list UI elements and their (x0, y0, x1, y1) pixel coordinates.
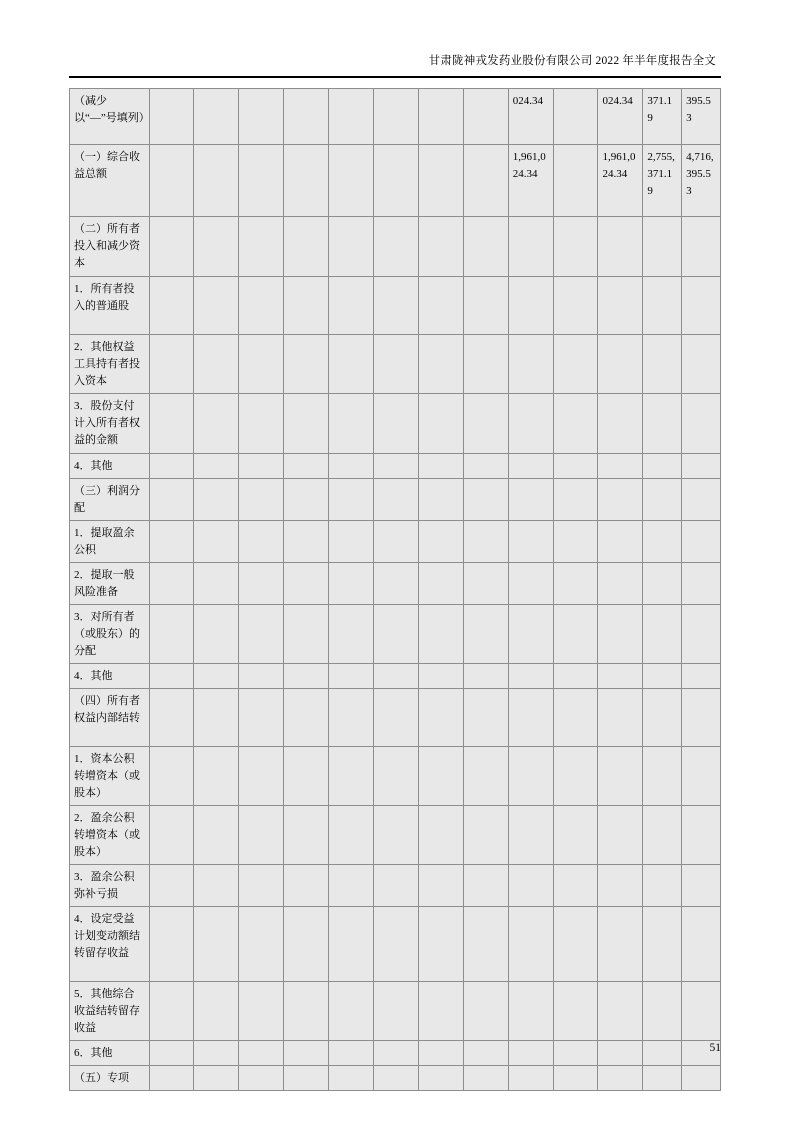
table-cell (284, 217, 329, 277)
table-cell (284, 277, 329, 335)
table-cell (194, 145, 239, 217)
table-cell (239, 982, 284, 1041)
table-cell (508, 335, 553, 394)
row-label: 1．提取盈余公积 (70, 521, 150, 563)
row-label: 4．其他 (70, 454, 150, 479)
table-cell (553, 689, 598, 747)
table-cell (149, 605, 194, 664)
table-cell (643, 907, 682, 982)
table-cell (682, 806, 721, 865)
table-cell (149, 806, 194, 865)
table-cell (682, 664, 721, 689)
table-cell (508, 394, 553, 454)
table-cell (682, 605, 721, 664)
table-cell (463, 747, 508, 806)
table-cell (643, 1066, 682, 1091)
table-cell (553, 605, 598, 664)
table-cell (418, 689, 463, 747)
table-cell (284, 1066, 329, 1091)
table-cell (508, 982, 553, 1041)
table-row (70, 277, 721, 335)
table-cell (194, 479, 239, 521)
table-cell (149, 689, 194, 747)
table-cell (284, 605, 329, 664)
row-label: 4．其他 (70, 664, 150, 689)
table-row (70, 563, 721, 605)
table-cell (149, 89, 194, 145)
table-cell (374, 982, 419, 1041)
table-cell (643, 454, 682, 479)
table-cell (682, 865, 721, 907)
row-label: 6．其他 (70, 1041, 150, 1066)
table-cell (149, 865, 194, 907)
table-cell (508, 563, 553, 605)
table-cell (239, 277, 284, 335)
financial-table (69, 88, 721, 1091)
table-cell (374, 806, 419, 865)
table-cell (374, 747, 419, 806)
table-cell (682, 689, 721, 747)
row-label: （三）利润分配 (70, 479, 150, 521)
table-cell (374, 605, 419, 664)
table-cell (284, 664, 329, 689)
table-cell (598, 605, 643, 664)
table-row (70, 89, 721, 145)
table-cell (508, 907, 553, 982)
table-cell (284, 907, 329, 982)
table-cell (239, 664, 284, 689)
table-cell (374, 664, 419, 689)
table-cell (329, 605, 374, 664)
table-cell (194, 217, 239, 277)
table-cell (149, 277, 194, 335)
table-cell (553, 394, 598, 454)
table-row (70, 664, 721, 689)
table-cell (329, 394, 374, 454)
table-cell (598, 479, 643, 521)
table-cell (194, 689, 239, 747)
table-cell (149, 907, 194, 982)
table-cell (239, 1066, 284, 1091)
table-cell (329, 664, 374, 689)
table-cell (463, 689, 508, 747)
table-cell (194, 982, 239, 1041)
table-cell (418, 605, 463, 664)
table-cell (643, 521, 682, 563)
table-cell (194, 394, 239, 454)
table-cell (329, 521, 374, 563)
table-cell (508, 664, 553, 689)
table-cell: 2,755,371.19 (643, 145, 682, 217)
table-cell (682, 394, 721, 454)
table-cell (508, 747, 553, 806)
table-cell (329, 907, 374, 982)
row-label: （五）专项 (70, 1066, 150, 1091)
table-cell (598, 217, 643, 277)
table-cell (329, 89, 374, 145)
table-cell (194, 89, 239, 145)
table-cell (374, 563, 419, 605)
table-cell (598, 454, 643, 479)
table-cell (508, 605, 553, 664)
table-cell (239, 394, 284, 454)
table-cell (149, 521, 194, 563)
table-cell (553, 521, 598, 563)
table-cell (553, 454, 598, 479)
table-cell (418, 865, 463, 907)
table-cell (239, 521, 284, 563)
table-cell (553, 664, 598, 689)
table-cell (239, 89, 284, 145)
table-cell (598, 394, 643, 454)
table-cell (643, 689, 682, 747)
table-row (70, 335, 721, 394)
table-cell (682, 747, 721, 806)
table-cell (418, 454, 463, 479)
table-row (70, 1066, 721, 1091)
table-cell (682, 277, 721, 335)
table-cell: 024.34 (598, 89, 643, 145)
table-cell (284, 454, 329, 479)
table-cell (149, 145, 194, 217)
table-row (70, 806, 721, 865)
table-cell (239, 747, 284, 806)
table-cell (553, 335, 598, 394)
table-row (70, 747, 721, 806)
table-cell (149, 394, 194, 454)
table-cell (374, 89, 419, 145)
table-cell (463, 89, 508, 145)
table-cell (149, 1066, 194, 1091)
table-cell: 4,716,395.53 (682, 145, 721, 217)
table-cell (418, 907, 463, 982)
table-cell (418, 521, 463, 563)
row-label: 1．资本公积转增资本（或股本） (70, 747, 150, 806)
table-row (70, 521, 721, 563)
table-cell (643, 335, 682, 394)
table-cell (463, 605, 508, 664)
table-cell (508, 479, 553, 521)
row-label: 4．设定受益计划变动额结转留存收益 (70, 907, 150, 982)
table-cell (553, 747, 598, 806)
table-row (70, 907, 721, 982)
row-label: （四）所有者权益内部结转 (70, 689, 150, 747)
table-cell (463, 907, 508, 982)
table-cell (508, 1066, 553, 1091)
table-cell (643, 982, 682, 1041)
table-cell (553, 145, 598, 217)
table-cell (463, 806, 508, 865)
table-cell (374, 689, 419, 747)
table-cell (329, 563, 374, 605)
table-cell (194, 335, 239, 394)
table-row (70, 479, 721, 521)
table-cell (682, 335, 721, 394)
table-cell (598, 865, 643, 907)
table-cell (284, 806, 329, 865)
table-cell (598, 277, 643, 335)
table-cell (149, 479, 194, 521)
table-row (70, 605, 721, 664)
table-cell (284, 747, 329, 806)
table-cell (284, 982, 329, 1041)
table-cell (374, 865, 419, 907)
row-label: 2．盈余公积转增资本（或股本） (70, 806, 150, 865)
table-cell (463, 664, 508, 689)
table-cell (374, 479, 419, 521)
table-cell (463, 145, 508, 217)
table-cell (508, 217, 553, 277)
table-cell (194, 865, 239, 907)
table-cell (553, 563, 598, 605)
table-cell (418, 747, 463, 806)
table-cell (463, 982, 508, 1041)
table-cell (508, 277, 553, 335)
table-cell (418, 335, 463, 394)
table-cell (508, 689, 553, 747)
table-cell (239, 907, 284, 982)
table-cell (374, 1066, 419, 1091)
table-cell (418, 664, 463, 689)
table-cell (643, 217, 682, 277)
table-row (70, 217, 721, 277)
table-cell (194, 747, 239, 806)
table-cell (553, 1066, 598, 1091)
table-cell (508, 806, 553, 865)
table-row (70, 689, 721, 747)
table-cell (598, 806, 643, 865)
table-cell: 395.53 (682, 89, 721, 145)
table-cell (463, 217, 508, 277)
row-label: 1．所有者投入的普通股 (70, 277, 150, 335)
table-cell (239, 217, 284, 277)
table-cell: 1,961,024.34 (508, 145, 553, 217)
table-cell (598, 563, 643, 605)
table-cell (284, 394, 329, 454)
page-header: 甘肃陇神戎发药业股份有限公司 2022 年半年度报告全文 (428, 55, 716, 67)
table-cell (682, 907, 721, 982)
table-cell (463, 394, 508, 454)
table-cell (284, 335, 329, 394)
row-label: 3．对所有者（或股东）的分配 (70, 605, 150, 664)
table-cell (329, 865, 374, 907)
table-cell (643, 394, 682, 454)
table-cell (418, 806, 463, 865)
table-cell (598, 982, 643, 1041)
table-cell (284, 89, 329, 145)
row-label: 5．其他综合收益结转留存收益 (70, 982, 150, 1041)
table-cell (239, 689, 284, 747)
table-cell (194, 605, 239, 664)
table-cell (329, 335, 374, 394)
table-cell (553, 479, 598, 521)
table-cell (418, 479, 463, 521)
table-cell (682, 479, 721, 521)
table-cell (329, 806, 374, 865)
table-cell (553, 982, 598, 1041)
table-cell (149, 747, 194, 806)
table-cell (553, 907, 598, 982)
table-cell (149, 664, 194, 689)
table-cell (329, 217, 374, 277)
table-cell (463, 454, 508, 479)
table-cell (149, 982, 194, 1041)
table-cell (463, 277, 508, 335)
table-cell (374, 394, 419, 454)
table-cell (374, 907, 419, 982)
table-cell (643, 277, 682, 335)
table-cell (508, 865, 553, 907)
table-cell (194, 521, 239, 563)
table-cell (239, 454, 284, 479)
table-cell (374, 277, 419, 335)
table-cell: 1,961,024.34 (598, 145, 643, 217)
table-cell (194, 664, 239, 689)
table-cell (682, 1066, 721, 1091)
row-label: 3．盈余公积弥补亏损 (70, 865, 150, 907)
table-cell (374, 145, 419, 217)
table-cell (284, 689, 329, 747)
row-label: 2．提取一般风险准备 (70, 563, 150, 605)
table-cell (239, 806, 284, 865)
table-cell (643, 747, 682, 806)
table-cell (418, 982, 463, 1041)
table-cell (194, 277, 239, 335)
table-cell (643, 479, 682, 521)
table-cell (553, 277, 598, 335)
table-cell (418, 563, 463, 605)
table-cell (239, 563, 284, 605)
table-cell (643, 806, 682, 865)
table-cell (284, 865, 329, 907)
table-cell (374, 217, 419, 277)
table-row (70, 145, 721, 217)
table-cell (329, 277, 374, 335)
table-cell (329, 747, 374, 806)
table-cell (239, 335, 284, 394)
table-row (70, 394, 721, 454)
row-label: （二）所有者投入和减少资本 (70, 217, 150, 277)
statement-of-changes-in-equity-table (69, 88, 721, 1091)
table-cell (682, 982, 721, 1041)
table-cell (643, 865, 682, 907)
table-cell (329, 982, 374, 1041)
table-row (70, 865, 721, 907)
table-cell (194, 806, 239, 865)
table-cell (329, 479, 374, 521)
table-cell (508, 454, 553, 479)
table-cell (239, 479, 284, 521)
table-cell (374, 454, 419, 479)
table-cell (374, 521, 419, 563)
table-row (70, 454, 721, 479)
table-cell (284, 479, 329, 521)
table-cell (682, 454, 721, 479)
table-cell (239, 145, 284, 217)
row-label: （一）综合收益总额 (70, 145, 150, 217)
table-cell: 371.19 (643, 89, 682, 145)
table-cell (329, 454, 374, 479)
page-number: 51 (709, 1042, 721, 1054)
table-cell (463, 563, 508, 605)
table-cell (239, 605, 284, 664)
table-cell (553, 806, 598, 865)
table-cell (553, 217, 598, 277)
table-cell (418, 89, 463, 145)
table-cell (194, 1066, 239, 1091)
table-cell (598, 664, 643, 689)
table-cell (149, 217, 194, 277)
table-cell (463, 1066, 508, 1091)
table-cell (284, 145, 329, 217)
table-cell (643, 563, 682, 605)
table-cell (284, 563, 329, 605)
table-cell (374, 335, 419, 394)
table-cell (418, 277, 463, 335)
table-cell (553, 89, 598, 145)
table-cell (194, 454, 239, 479)
table-cell (239, 865, 284, 907)
table-cell (194, 907, 239, 982)
table-cell (598, 689, 643, 747)
table-cell (463, 865, 508, 907)
table-cell (463, 335, 508, 394)
table-cell (598, 747, 643, 806)
table-cell (553, 865, 598, 907)
table-cell (418, 217, 463, 277)
table-cell (418, 1066, 463, 1091)
table-cell (682, 521, 721, 563)
table-cell (418, 394, 463, 454)
table-cell (463, 521, 508, 563)
table-cell (598, 907, 643, 982)
header-divider (69, 76, 721, 78)
row-label: 3．股份支付计入所有者权益的金额 (70, 394, 150, 454)
table-cell (284, 521, 329, 563)
table-cell (149, 335, 194, 394)
table-cell (418, 145, 463, 217)
table-cell (329, 1066, 374, 1091)
table-cell (194, 563, 239, 605)
table-cell (643, 605, 682, 664)
table-cell (598, 335, 643, 394)
table-cell (149, 454, 194, 479)
table-cell: 024.34 (508, 89, 553, 145)
row-label: （减少以“—”号填列） (70, 89, 150, 145)
table-cell (643, 664, 682, 689)
row-label: 2．其他权益工具持有者投入资本 (70, 335, 150, 394)
table-cell (329, 689, 374, 747)
table-cell (463, 479, 508, 521)
table-cell (682, 217, 721, 277)
table-cell (508, 521, 553, 563)
table-cell (598, 1066, 643, 1091)
table-cell (682, 563, 721, 605)
table-cell (598, 521, 643, 563)
table-cell (149, 563, 194, 605)
table-row (70, 982, 721, 1041)
table-cell (329, 145, 374, 217)
